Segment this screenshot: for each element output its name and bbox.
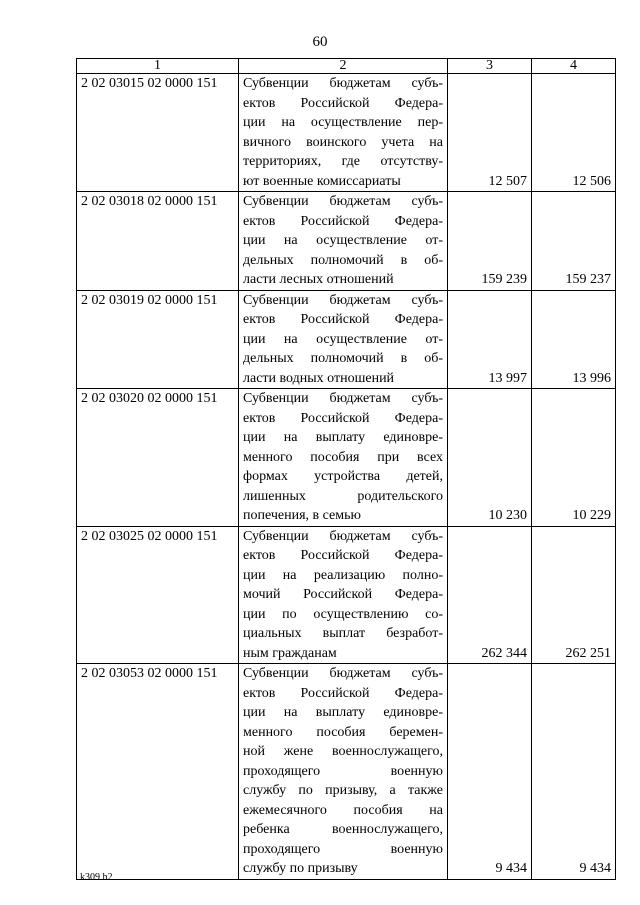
description-line: ции на реализацию полно- (243, 567, 443, 583)
description-line: территориях, где отсутству- (243, 154, 443, 169)
table-row (77, 74, 616, 192)
description-line: попечения, в семью (243, 508, 361, 523)
description-line: ектов Российской Федера- (243, 95, 443, 111)
table-row (77, 290, 616, 389)
description-line: Субвенции бюджетам субъ- (243, 194, 443, 209)
amount-col4-cell: 262 251 (532, 526, 616, 664)
description-line: менного пособия при всех (243, 449, 443, 465)
budget-code-cell: 2 02 03015 02 0000 151 (77, 74, 239, 192)
description-line: дельных полномочий в об- (243, 252, 443, 268)
amount-col4-cell: 9 434 (532, 664, 616, 880)
description-line: Субвенции бюджетам субъ- (243, 391, 443, 406)
footer-code: k309 h2 (80, 872, 113, 883)
description-line: проходящего военную (243, 841, 443, 857)
description-line: Субвенции бюджетам субъ- (243, 292, 443, 308)
table-row (77, 389, 616, 527)
description-line: вичного воинского учета на (243, 134, 443, 150)
amount-col3-cell: 12 507 (448, 74, 532, 192)
description-line: ным гражданам (243, 645, 337, 661)
description-line: ласти лесных отношений (243, 272, 394, 287)
description-line: ребенка военнослужащего, (243, 822, 443, 837)
description-line: ектов Российской Федера- (243, 410, 443, 426)
description-line: ной жене военнослужащего, (243, 744, 443, 759)
description-line: Субвенции бюджетам субъ- (243, 528, 443, 544)
budget-code-cell: 2 02 03018 02 0000 151 (77, 192, 239, 291)
amount-col4-cell: 12 506 (532, 74, 616, 192)
amount-col4-cell: 13 996 (532, 290, 616, 389)
description-line: ласти водных отношений (243, 370, 395, 386)
description-line: циальных выплат безработ- (243, 626, 443, 641)
description-line: Субвенции бюджетам субъ- (243, 666, 443, 681)
amount-col3-cell: 10 230 (448, 389, 532, 527)
description-line: проходящего военную (243, 763, 443, 779)
column-header-2: 2 (239, 59, 448, 74)
description-line: службу по призыву (243, 861, 358, 876)
table-row (77, 192, 616, 291)
table-row (77, 526, 616, 664)
description-line: ектов Российской Федера- (243, 685, 443, 701)
description-line: Субвенции бюджетам субъ- (243, 76, 443, 91)
description-line: ектов Российской Федера- (243, 548, 443, 563)
amount-col3-cell: 9 434 (448, 664, 532, 880)
description-line: менного пособия беремен- (243, 724, 443, 740)
description-line: ции на осуществление от- (243, 331, 443, 347)
description-line: дельных полномочий в об- (243, 351, 443, 366)
table-row (77, 664, 616, 880)
description-cell (239, 290, 448, 389)
budget-table (76, 58, 616, 880)
budget-code-cell: 2 02 03025 02 0000 151 (77, 526, 239, 664)
amount-col3-cell: 262 344 (448, 526, 532, 664)
budget-code-cell: 2 02 03020 02 0000 151 (77, 389, 239, 527)
description-line: ции на осуществление пер- (243, 115, 443, 130)
description-line: службу по призыву, а также (243, 783, 443, 798)
description-line: ежемесячного пособия на (243, 802, 443, 818)
column-header-1: 1 (77, 59, 239, 74)
description-line: ции на осуществление от- (243, 233, 443, 248)
description-cell (239, 526, 448, 664)
description-line: ектов Российской Федера- (243, 312, 443, 327)
description-line: ции на выплату единовре- (243, 430, 443, 445)
description-line: ции по осуществлению со- (243, 606, 443, 622)
column-header-3: 3 (448, 59, 532, 74)
description-line: ции на выплату единовре- (243, 705, 443, 720)
budget-code-cell: 2 02 03053 02 0000 151 (77, 664, 239, 880)
description-cell (239, 192, 448, 291)
amount-col4-cell: 10 229 (532, 389, 616, 527)
amount-col3-cell: 159 239 (448, 192, 532, 291)
description-line: ектов Российской Федера- (243, 213, 443, 229)
description-line: ют военные комиссариаты (243, 173, 401, 189)
description-line: лишенных родительского (243, 488, 443, 504)
amount-col4-cell: 159 237 (532, 192, 616, 291)
description-cell (239, 664, 448, 880)
budget-code-cell: 2 02 03019 02 0000 151 (77, 290, 239, 389)
description-line: формах устройства детей, (243, 469, 443, 484)
description-cell (239, 74, 448, 192)
page-number: 60 (312, 34, 328, 50)
description-line: мочий Российской Федера- (243, 587, 443, 602)
description-cell (239, 389, 448, 527)
header-row (77, 59, 616, 74)
column-header-4: 4 (532, 59, 616, 74)
amount-col3-cell: 13 997 (448, 290, 532, 389)
